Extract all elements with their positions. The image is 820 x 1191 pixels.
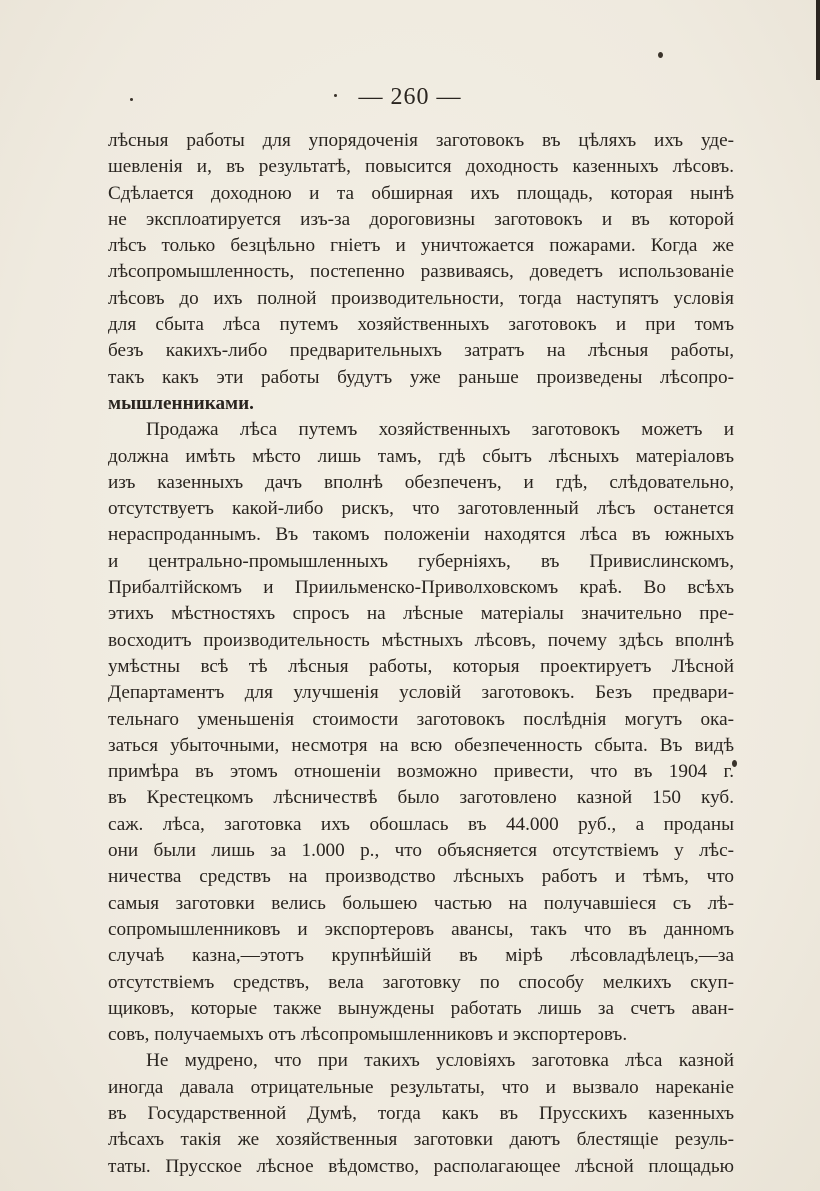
text-line: нераспроданнымъ. Въ такомъ положеніи находятся лѣса въ южныхъ bbox=[108, 524, 734, 546]
text-line: въ Крестецкомъ лѣсничествѣ было заготовлено казной 150 куб. bbox=[108, 787, 734, 809]
text-line: такъ какъ эти работы будутъ уже раньше произведены лѣсопро- bbox=[108, 366, 734, 388]
text-line: случаѣ казна,—этотъ крупнѣйшій въ мірѣ лѣсовладѣлецъ,—за bbox=[108, 945, 734, 967]
text-line: и центрально-промышленныхъ губерніяхъ, въ Привислинскомъ, bbox=[108, 550, 734, 572]
text-line: тельнаго уменьшенія стоимости заготовокъ послѣднія могутъ ока- bbox=[108, 708, 734, 730]
text-line: Продажа лѣса путемъ хозяйственныхъ заготовокъ можетъ и bbox=[146, 419, 734, 441]
text-line: щиковъ, которые также вынуждены работать лишь за счетъ аван- bbox=[108, 997, 734, 1019]
text-line: Сдѣлается доходною и та обширная ихъ площадь, которая нынѣ bbox=[108, 182, 734, 204]
text-line: лѣсахъ такія же хозяйственныя заготовки даютъ блестящіе резуль- bbox=[108, 1129, 734, 1151]
text-line: иногда давала отрицательные результаты, что и вызвало нареканіе bbox=[108, 1076, 734, 1098]
text-line: Прибалтійскомъ и Приильменско-Приволховскомъ краѣ. Во всѣхъ bbox=[108, 577, 734, 599]
text-line: безъ какихъ-либо предварительныхъ затратъ на лѣсныя работы, bbox=[108, 340, 734, 362]
page-number: — 260 — bbox=[358, 84, 462, 110]
text-line: Департаментъ для улучшенія условій заготовокъ. Безъ предвари- bbox=[108, 682, 734, 704]
text-line: лѣсопромышленность, постепенно развиваясь, доведетъ использованіе bbox=[108, 261, 734, 283]
text-line: не эксплоатируется изъ-за дороговизны заготовокъ и въ которой bbox=[108, 208, 734, 230]
text-line: Не мудрено, что при такихъ условіяхъ заготовка лѣса казной bbox=[146, 1050, 734, 1072]
text-line: ничества средствъ на производство лѣсныхъ работъ и тѣмъ, что bbox=[108, 866, 734, 888]
text-line: сопромышленниковъ и экспортеровъ авансы, такъ что въ данномъ bbox=[108, 918, 734, 940]
page-edge-mark bbox=[816, 0, 820, 80]
text-line: лѣсовъ до ихъ полной производительности, тогда наступятъ условія bbox=[108, 287, 734, 309]
text-line: они были лишь за 1.000 р., что объясняется отсутствіемъ у лѣс- bbox=[108, 840, 734, 862]
text-line: совъ, получаемыхъ отъ лѣсопромышленниковъ и экспортеровъ. bbox=[108, 1024, 628, 1046]
text-line: должна имѣть мѣсто лишь тамъ, гдѣ сбытъ лѣсныхъ матеріаловъ bbox=[108, 445, 734, 467]
text-line: для сбыта лѣса путемъ хозяйственныхъ заготовокъ и при томъ bbox=[108, 314, 734, 336]
text-line: лѣсъ только безцѣльно гніетъ и уничтожается пожарами. Когда же bbox=[108, 235, 734, 257]
text-line: лѣсныя работы для упорядоченія заготовокъ въ цѣляхъ ихъ уде- bbox=[108, 130, 734, 151]
text-line: таты. Прусское лѣсное вѣдомство, располагающее лѣсной площадью bbox=[108, 1155, 734, 1177]
text-line: шевленія и, въ результатѣ, повысится доходность казенныхъ лѣсовъ. bbox=[108, 156, 734, 178]
text-line: саж. лѣса, заготовка ихъ обошлась въ 44.000 руб., а проданы bbox=[108, 813, 734, 835]
text-line: въ Государственной Думѣ, тогда какъ въ Прусскихъ казенныхъ bbox=[108, 1102, 734, 1124]
text-line: примѣра въ этомъ отношеніи возможно привести, что въ 1904 г. bbox=[108, 761, 734, 783]
body-text bbox=[108, 128, 734, 1180]
text-line: изъ казенныхъ дачъ вполнѣ обезпеченъ, и гдѣ, слѣдовательно, bbox=[108, 471, 734, 493]
text-line: отсутствуетъ какой-либо рискъ, что заготовленный лѣсъ останется bbox=[108, 498, 734, 520]
text-line: мышленниками. bbox=[108, 392, 254, 414]
text-line: самыя заготовки велись большею частью на получавшіеся съ лѣ- bbox=[108, 892, 734, 914]
text-line: умѣстны всѣ тѣ лѣсныя работы, которыя проектируетъ Лѣсной bbox=[108, 655, 734, 677]
text-line: заться убыточными, несмотря на всю обезпеченность сбыта. Въ видѣ bbox=[108, 734, 734, 756]
text-line: восходитъ производительность мѣстныхъ лѣсовъ, почему здѣсь вполнѣ bbox=[108, 629, 734, 651]
text-line: этихъ мѣстностяхъ спросъ на лѣсные матеріалы значительно пре- bbox=[108, 603, 734, 625]
ink-speck bbox=[658, 52, 663, 58]
text-line: отсутствіемъ средствъ, вела заготовку по способу мелкихъ скуп- bbox=[108, 971, 734, 993]
